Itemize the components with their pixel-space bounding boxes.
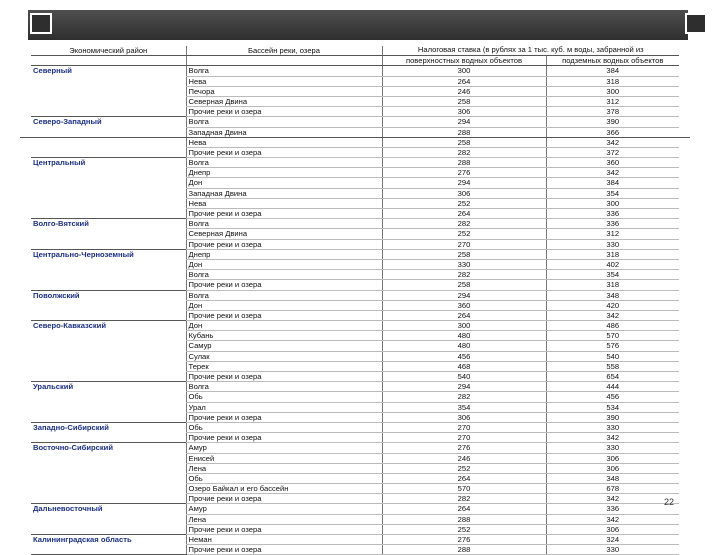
- river-basin: Дон: [186, 259, 382, 269]
- slide-divider-line: [20, 137, 690, 138]
- rate-surface: 540: [382, 372, 546, 382]
- rate-ground: 318: [546, 249, 679, 259]
- rate-ground: 318: [546, 76, 679, 86]
- rate-ground: 360: [546, 158, 679, 168]
- river-basin: Сулак: [186, 351, 382, 361]
- table-row: [31, 158, 679, 168]
- rate-surface: 276: [382, 535, 546, 545]
- region-name: Северо-Кавказский: [31, 321, 186, 331]
- river-basin: Дон: [186, 300, 382, 310]
- region-name: [31, 361, 186, 371]
- rate-surface: 456: [382, 351, 546, 361]
- rate-surface: 360: [382, 300, 546, 310]
- rate-ground: 342: [546, 494, 679, 504]
- river-basin: Нева: [186, 76, 382, 86]
- region-name: [31, 198, 186, 208]
- table-row: [31, 188, 679, 198]
- table-row: [31, 239, 679, 249]
- rate-surface: 252: [382, 198, 546, 208]
- region-name: [31, 310, 186, 320]
- header-checkbox-icon-left: [30, 13, 52, 34]
- rate-ground: 330: [546, 545, 679, 555]
- rate-ground: 654: [546, 372, 679, 382]
- region-name: [31, 239, 186, 249]
- river-basin: Днепр: [186, 168, 382, 178]
- river-basin: Кубань: [186, 331, 382, 341]
- region-name: [31, 147, 186, 157]
- river-basin: Прочие реки и озера: [186, 280, 382, 290]
- river-basin: Прочие реки и озера: [186, 107, 382, 117]
- river-basin: Озеро Байкал и его бассейн: [186, 484, 382, 494]
- table-row: [31, 259, 679, 269]
- river-basin: Нева: [186, 137, 382, 147]
- table-row: [31, 494, 679, 504]
- rate-ground: 372: [546, 147, 679, 157]
- rate-surface: 282: [382, 219, 546, 229]
- page-number: 22: [664, 497, 675, 507]
- rate-ground: 390: [546, 412, 679, 422]
- table-row: [31, 443, 679, 453]
- rate-surface: 300: [382, 66, 546, 76]
- table-row: [31, 86, 679, 96]
- region-name: [31, 188, 186, 198]
- rate-ground: 300: [546, 86, 679, 96]
- rate-surface: 246: [382, 453, 546, 463]
- table-row: [31, 382, 679, 392]
- rate-surface: 468: [382, 361, 546, 371]
- rate-surface: 258: [382, 137, 546, 147]
- river-basin: Дон: [186, 321, 382, 331]
- rate-surface: 276: [382, 443, 546, 453]
- river-basin: Неман: [186, 535, 382, 545]
- table-row: [31, 300, 679, 310]
- river-basin: Волга: [186, 382, 382, 392]
- river-basin: Обь: [186, 473, 382, 483]
- rate-ground: 324: [546, 535, 679, 545]
- rate-ground: 534: [546, 402, 679, 412]
- river-basin: Прочие реки и озера: [186, 494, 382, 504]
- river-basin: Прочие реки и озера: [186, 433, 382, 443]
- table-row: [31, 290, 679, 300]
- rate-ground: 300: [546, 198, 679, 208]
- rate-surface: 258: [382, 280, 546, 290]
- river-basin: Прочие реки и озера: [186, 524, 382, 534]
- region-name: Центральный: [31, 158, 186, 168]
- river-basin: Прочие реки и озера: [186, 545, 382, 555]
- region-name: [31, 331, 186, 341]
- rate-surface: 288: [382, 514, 546, 524]
- rate-surface: 288: [382, 545, 546, 555]
- region-name: [31, 473, 186, 483]
- rate-ground: 312: [546, 96, 679, 106]
- river-basin: Днепр: [186, 249, 382, 259]
- rate-surface: 264: [382, 504, 546, 514]
- rate-ground: 486: [546, 321, 679, 331]
- rate-ground: 306: [546, 524, 679, 534]
- river-basin: Нева: [186, 198, 382, 208]
- col-header-surface: поверхностных водных объектов: [382, 56, 546, 66]
- region-name: Калининградская область: [31, 535, 186, 545]
- rate-ground: 420: [546, 300, 679, 310]
- rate-ground: 540: [546, 351, 679, 361]
- table-row: [31, 524, 679, 534]
- rate-ground: 384: [546, 66, 679, 76]
- region-name: [31, 270, 186, 280]
- river-basin: Волга: [186, 158, 382, 168]
- table-row: [31, 361, 679, 371]
- region-name: [31, 259, 186, 269]
- rate-ground: 306: [546, 453, 679, 463]
- rate-surface: 294: [382, 290, 546, 300]
- rate-ground: 384: [546, 178, 679, 188]
- rate-surface: 264: [382, 209, 546, 219]
- rate-ground: 342: [546, 168, 679, 178]
- rate-ground: 570: [546, 331, 679, 341]
- col-header-region: Экономический район: [31, 46, 186, 56]
- region-name: [31, 372, 186, 382]
- river-basin: Самур: [186, 341, 382, 351]
- region-name: Волго-Вятский: [31, 219, 186, 229]
- table-row: [31, 107, 679, 117]
- river-basin: Прочие реки и озера: [186, 310, 382, 320]
- region-name: [31, 514, 186, 524]
- table-row: [31, 453, 679, 463]
- table-body: [31, 66, 679, 555]
- region-name: [31, 168, 186, 178]
- river-basin: Волга: [186, 117, 382, 127]
- region-name: [31, 392, 186, 402]
- table-row: [31, 392, 679, 402]
- rate-surface: 306: [382, 188, 546, 198]
- table-row: [31, 422, 679, 432]
- rate-ground: 342: [546, 310, 679, 320]
- rate-ground: 318: [546, 280, 679, 290]
- region-name: Уральский: [31, 382, 186, 392]
- rate-ground: 348: [546, 473, 679, 483]
- region-name: [31, 341, 186, 351]
- rate-ground: 402: [546, 259, 679, 269]
- rate-surface: 282: [382, 494, 546, 504]
- rate-surface: 270: [382, 239, 546, 249]
- rate-surface: 282: [382, 270, 546, 280]
- rate-surface: 264: [382, 473, 546, 483]
- rate-ground: 678: [546, 484, 679, 494]
- region-name: Северо-Западный: [31, 117, 186, 127]
- region-name: [31, 96, 186, 106]
- region-name: [31, 178, 186, 188]
- rate-ground: 312: [546, 229, 679, 239]
- table-row: [31, 229, 679, 239]
- header-checkbox-icon-right: [685, 13, 707, 34]
- rate-ground: 354: [546, 188, 679, 198]
- region-name: Северный: [31, 66, 186, 76]
- river-basin: Дон: [186, 178, 382, 188]
- table-row: [31, 341, 679, 351]
- region-name: [31, 402, 186, 412]
- rate-ground: 378: [546, 107, 679, 117]
- region-name: Поволжский: [31, 290, 186, 300]
- region-name: [31, 127, 186, 137]
- rate-surface: 246: [382, 86, 546, 96]
- table-row: [31, 514, 679, 524]
- river-basin: Обь: [186, 422, 382, 432]
- table-row: [31, 372, 679, 382]
- rate-surface: 294: [382, 117, 546, 127]
- river-basin: Урал: [186, 402, 382, 412]
- rate-surface: 270: [382, 433, 546, 443]
- region-name: [31, 524, 186, 534]
- rate-ground: 456: [546, 392, 679, 402]
- table-row: [31, 137, 679, 147]
- table-row: [31, 66, 679, 76]
- rate-ground: 330: [546, 422, 679, 432]
- table-row: [31, 412, 679, 422]
- col-header-spacer: [186, 56, 382, 66]
- rate-ground: 558: [546, 361, 679, 371]
- region-name: [31, 453, 186, 463]
- table-row: [31, 484, 679, 494]
- table-row: [31, 545, 679, 555]
- river-basin: Печора: [186, 86, 382, 96]
- river-basin: Волга: [186, 219, 382, 229]
- rate-surface: 300: [382, 321, 546, 331]
- table-row: [31, 310, 679, 320]
- region-name: [31, 494, 186, 504]
- river-basin: Амур: [186, 504, 382, 514]
- river-basin: Прочие реки и озера: [186, 412, 382, 422]
- table-row: [31, 249, 679, 259]
- rate-ground: 390: [546, 117, 679, 127]
- table-row: [31, 117, 679, 127]
- river-basin: Амур: [186, 443, 382, 453]
- rate-ground: 336: [546, 219, 679, 229]
- rate-ground: 336: [546, 504, 679, 514]
- table-row: [31, 178, 679, 188]
- river-basin: Прочие реки и озера: [186, 147, 382, 157]
- region-name: [31, 209, 186, 219]
- region-name: [31, 545, 186, 555]
- table-row: [31, 463, 679, 473]
- table-row: [31, 351, 679, 361]
- river-basin: Терек: [186, 361, 382, 371]
- tax-rate-table: [31, 46, 679, 555]
- rate-surface: 270: [382, 422, 546, 432]
- table-row: [31, 219, 679, 229]
- slide-header-bar: [28, 10, 688, 40]
- region-name: [31, 229, 186, 239]
- rate-ground: 306: [546, 463, 679, 473]
- region-name: [31, 433, 186, 443]
- rate-ground: 330: [546, 239, 679, 249]
- region-name: [31, 76, 186, 86]
- region-name: [31, 86, 186, 96]
- rate-surface: 294: [382, 178, 546, 188]
- river-basin: Прочие реки и озера: [186, 239, 382, 249]
- table-row: [31, 209, 679, 219]
- rate-ground: 342: [546, 137, 679, 147]
- rate-surface: 480: [382, 341, 546, 351]
- rate-ground: 576: [546, 341, 679, 351]
- region-name: [31, 412, 186, 422]
- table-row: [31, 473, 679, 483]
- col-header-river: Бассейн реки, озера: [186, 46, 382, 56]
- region-name: [31, 280, 186, 290]
- rate-surface: 252: [382, 463, 546, 473]
- rate-ground: 444: [546, 382, 679, 392]
- rate-surface: 480: [382, 331, 546, 341]
- rate-surface: 252: [382, 229, 546, 239]
- rate-surface: 264: [382, 310, 546, 320]
- river-basin: Енисей: [186, 453, 382, 463]
- table-row: [31, 168, 679, 178]
- rate-ground: 342: [546, 514, 679, 524]
- table-row: [31, 96, 679, 106]
- rate-surface: 264: [382, 76, 546, 86]
- river-basin: Волга: [186, 270, 382, 280]
- rate-surface: 282: [382, 392, 546, 402]
- table-row: [31, 270, 679, 280]
- table-row: [31, 402, 679, 412]
- rate-surface: 288: [382, 158, 546, 168]
- table-row: [31, 280, 679, 290]
- rate-surface: 330: [382, 259, 546, 269]
- rate-surface: 354: [382, 402, 546, 412]
- region-name: [31, 300, 186, 310]
- table-row: [31, 321, 679, 331]
- river-basin: Лена: [186, 514, 382, 524]
- region-name: Восточно-Сибирский: [31, 443, 186, 453]
- rate-surface: 288: [382, 127, 546, 137]
- river-basin: Волга: [186, 290, 382, 300]
- region-name: [31, 107, 186, 117]
- table-row: [31, 127, 679, 137]
- rate-surface: 258: [382, 96, 546, 106]
- river-basin: Северная Двина: [186, 96, 382, 106]
- rate-surface: 570: [382, 484, 546, 494]
- rate-surface: 306: [382, 107, 546, 117]
- rate-surface: 294: [382, 382, 546, 392]
- rate-surface: 258: [382, 249, 546, 259]
- region-name: Западно-Сибирский: [31, 422, 186, 432]
- region-name: [31, 463, 186, 473]
- river-basin: Западная Двина: [186, 127, 382, 137]
- region-name: [31, 351, 186, 361]
- rate-surface: 252: [382, 524, 546, 534]
- river-basin: Обь: [186, 392, 382, 402]
- table-row: [31, 198, 679, 208]
- col-header-ground: подземных водных объектов: [546, 56, 679, 66]
- river-basin: Западная Двина: [186, 188, 382, 198]
- rate-ground: 354: [546, 270, 679, 280]
- rate-surface: 276: [382, 168, 546, 178]
- rate-ground: 342: [546, 433, 679, 443]
- rate-surface: 282: [382, 147, 546, 157]
- table-row: [31, 331, 679, 341]
- region-name: Центрально-Черноземный: [31, 249, 186, 259]
- region-name: [31, 484, 186, 494]
- col-header-spacer: [31, 56, 186, 66]
- rate-ground: 336: [546, 209, 679, 219]
- river-basin: Лена: [186, 463, 382, 473]
- table-row: [31, 433, 679, 443]
- river-basin: Прочие реки и озера: [186, 372, 382, 382]
- col-header-rate: Налоговая ставка (в рублях за 1 тыс. куб. м воды, забранной из: [382, 46, 679, 56]
- rate-surface: 306: [382, 412, 546, 422]
- river-basin: Северная Двина: [186, 229, 382, 239]
- table-row: [31, 76, 679, 86]
- region-name: Дальневосточный: [31, 504, 186, 514]
- river-basin: Волга: [186, 66, 382, 76]
- table-row: [31, 504, 679, 514]
- rate-ground: 330: [546, 443, 679, 453]
- region-name: [31, 137, 186, 147]
- table-row: [31, 147, 679, 157]
- rate-ground: 348: [546, 290, 679, 300]
- river-basin: Прочие реки и озера: [186, 209, 382, 219]
- rate-ground: 366: [546, 127, 679, 137]
